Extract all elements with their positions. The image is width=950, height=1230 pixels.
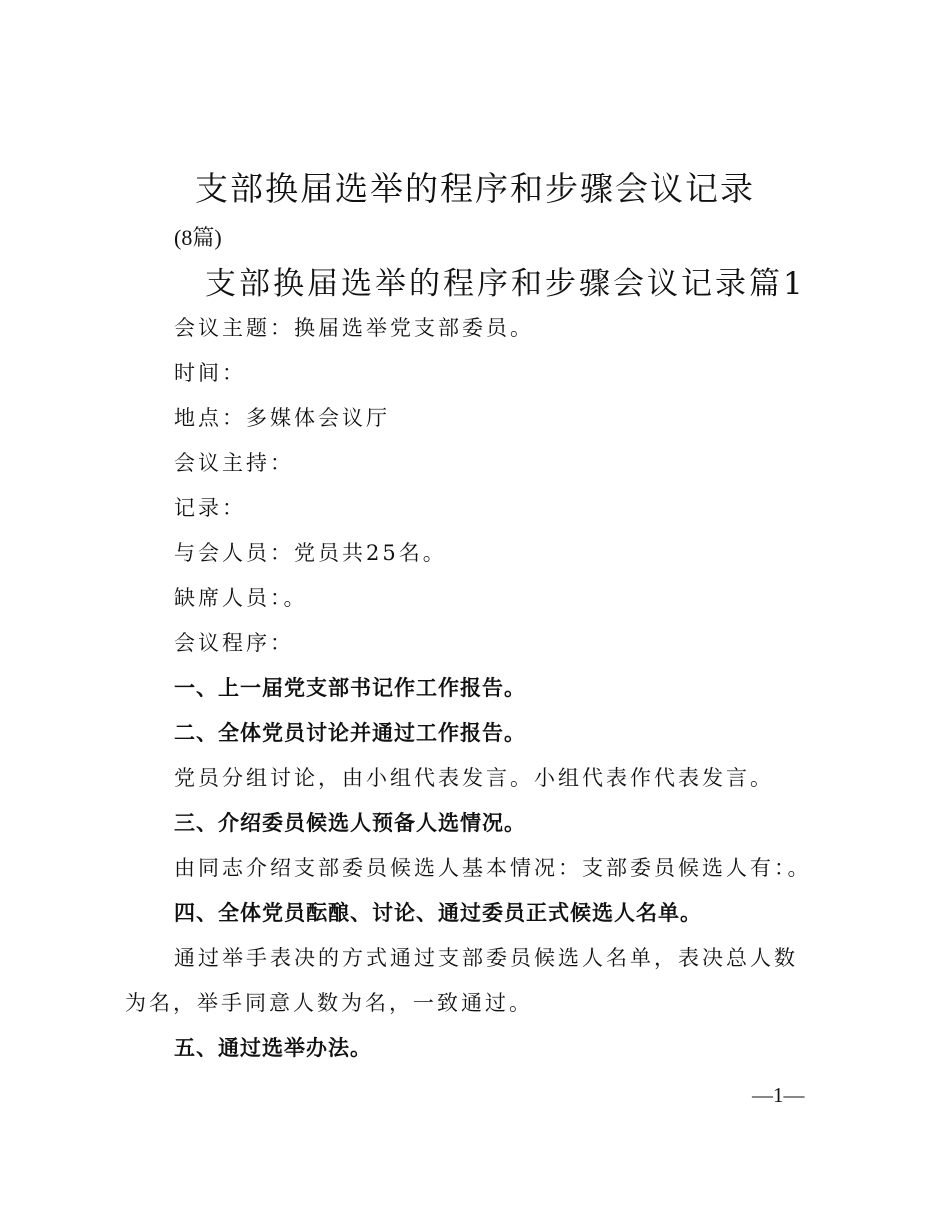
section-title: 支部换届选举的程序和步骤会议记录篇1 <box>205 266 806 302</box>
meeting-procedure-label: 会议程序： <box>174 631 294 655</box>
document-title: 支部换届选举的程序和步骤会议记录 <box>195 169 755 208</box>
meeting-topic: 会议主题：换届选举党支部委员。 <box>174 316 534 340</box>
meeting-recorder: 记录： <box>174 496 246 520</box>
procedure-item-5: 五、通过选举办法。 <box>174 1036 372 1060</box>
procedure-item-2-detail: 党员分组讨论，由小组代表发言。小组代表作代表发言。 <box>174 766 774 790</box>
article-count: (8篇) <box>174 225 222 250</box>
procedure-item-4-detail-line-1: 通过举手表决的方式通过支部委员候选人名单，表决总人数 <box>174 946 798 970</box>
page-number: —1— <box>752 1083 805 1107</box>
meeting-location: 地点：多媒体会议厅 <box>174 406 390 430</box>
absentees: 缺席人员：。 <box>174 586 308 610</box>
meeting-time: 时间： <box>174 361 246 385</box>
attendees: 与会人员：党员共25名。 <box>174 541 447 565</box>
procedure-item-1: 一、上一届党支部书记作工作报告。 <box>174 676 526 700</box>
procedure-item-3: 三、介绍委员候选人预备人选情况。 <box>174 811 526 835</box>
procedure-item-4: 四、全体党员酝酿、讨论、通过委员正式候选人名单。 <box>174 901 702 925</box>
procedure-item-4-detail-line-2: 为名，举手同意人数为名，一致通过。 <box>125 991 533 1015</box>
meeting-host: 会议主持： <box>174 451 294 475</box>
procedure-item-3-detail: 由同志介绍支部委员候选人基本情况：支部委员候选人有：。 <box>174 856 812 880</box>
procedure-item-2: 二、全体党员讨论并通过工作报告。 <box>174 721 526 745</box>
